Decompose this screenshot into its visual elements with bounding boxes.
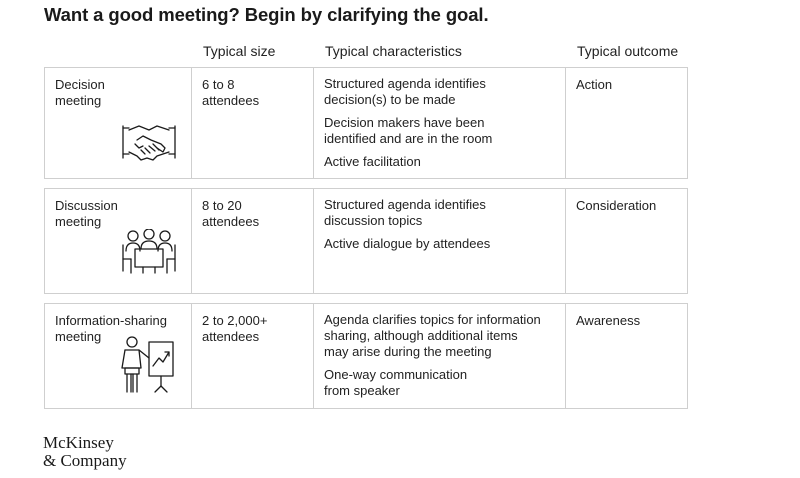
- page-title: Want a good meeting? Begin by clarifying the goal.: [44, 4, 489, 25]
- meeting-type-label: Information-sharing meeting: [55, 313, 167, 344]
- meeting-type-cell: [45, 68, 192, 178]
- outcome-value: Consideration: [576, 198, 657, 213]
- presenter-icon: [121, 336, 177, 394]
- mckinsey-logo: McKinsey & Company: [43, 433, 127, 470]
- group-discussion-icon: [121, 229, 177, 277]
- characteristic-item: Structured agenda identifies decision(s) to be made: [324, 76, 486, 107]
- outcome-cell: [566, 304, 687, 408]
- size-value: 2 to 2,000+ attendees: [202, 313, 268, 344]
- characteristic-item: Structured agenda identifies discussion topics: [324, 197, 486, 228]
- characteristics-cell: [314, 189, 566, 293]
- meeting-type-label: Decision meeting: [55, 77, 105, 108]
- size-cell: [192, 304, 314, 408]
- table-row-discussion: [44, 188, 688, 294]
- characteristic-item: One-way communication from speaker: [324, 367, 468, 398]
- outcome-cell: [566, 189, 687, 293]
- table-row-information-sharing: [44, 303, 688, 409]
- size-value: 6 to 8 attendees: [202, 77, 260, 108]
- characteristic-item: Active dialogue by attendees: [324, 236, 491, 251]
- characteristic-item: Decision makers have been identified and are in the room: [324, 115, 493, 146]
- characteristics-cell: [314, 68, 566, 178]
- meeting-type-cell: [45, 304, 192, 408]
- size-value: 8 to 20 attendees: [202, 198, 260, 229]
- column-header-characteristics: Typical characteristics: [325, 43, 462, 59]
- characteristic-item: Active facilitation: [324, 154, 421, 169]
- column-header-size: Typical size: [203, 43, 276, 59]
- characteristic-item: Agenda clarifies topics for information sharing, although additional items may arise during the meeting: [324, 312, 541, 359]
- size-cell: [192, 189, 314, 293]
- characteristics-cell: [314, 304, 566, 408]
- meeting-type-label: Discussion meeting: [55, 198, 118, 229]
- outcome-cell: [566, 68, 687, 178]
- outcome-value: Action: [576, 77, 613, 92]
- meeting-type-cell: [45, 189, 192, 293]
- size-cell: [192, 68, 314, 178]
- column-header-outcome: Typical outcome: [577, 43, 679, 59]
- handshake-icon: [121, 122, 177, 162]
- table-row-decision: [44, 67, 688, 179]
- outcome-value: Awareness: [576, 313, 641, 328]
